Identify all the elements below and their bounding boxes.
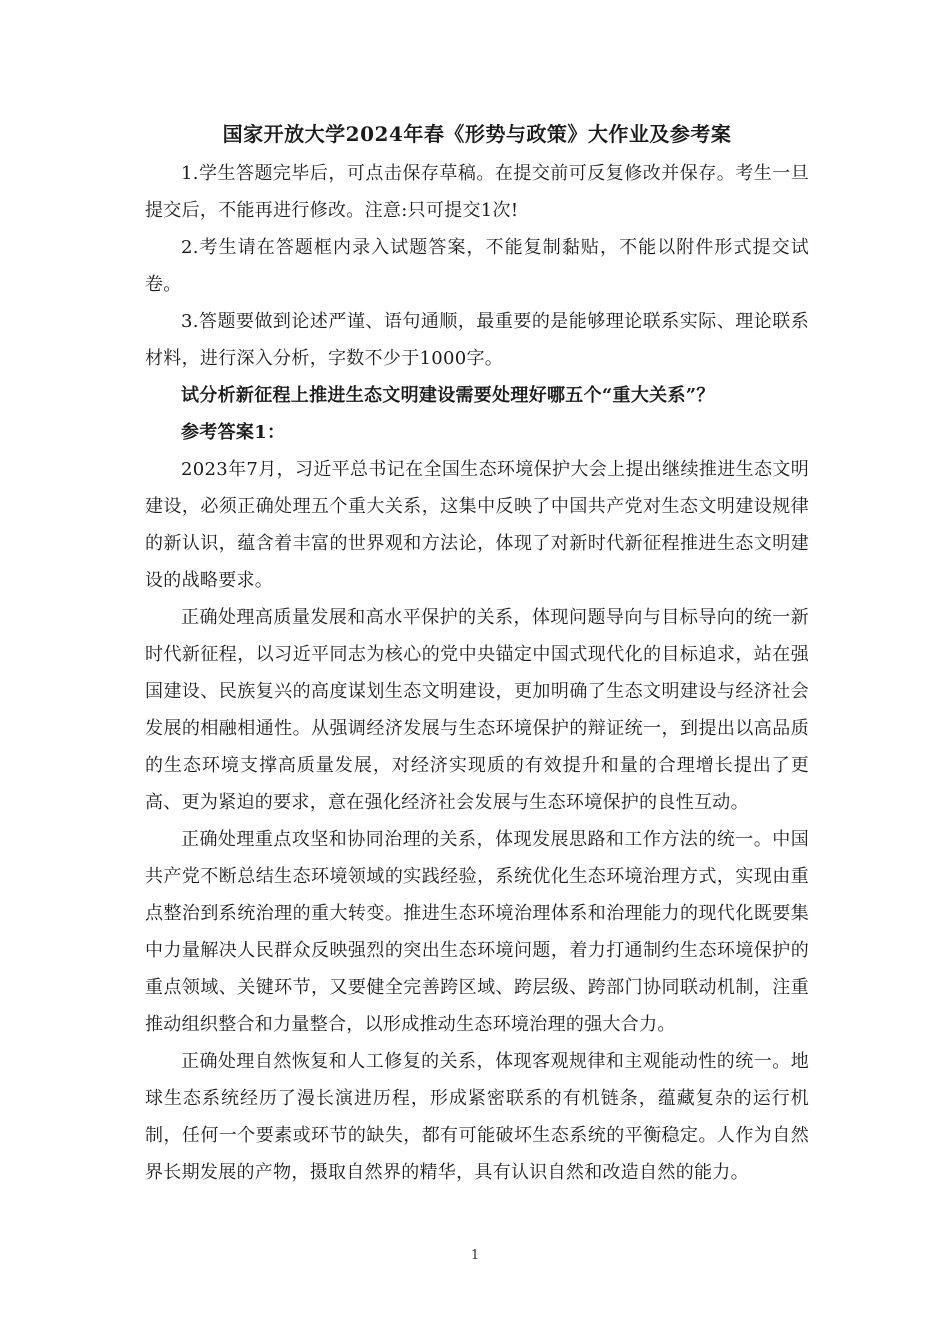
body-paragraph-3: 正确处理重点攻坚和协同治理的关系，体现发展思路和工作方法的统一。中国共产党不断总结生态环境领域的实践经验，系统优化生态环境治理方式，实现由重点整治到系统治理的重大转变。推进生态环境治理体系和治理能力的现代化既要集中力量解决人民群众反映强烈的突出生态环境问题，着力打通制约生态环境保护的重点领域、关键环节，又要健全完善跨区域、跨层级、跨部门协同联动机制，注重推动组织整合和力量整合，以形成推动生态环境治理的强大合力。 [145, 829, 809, 1035]
page-number: 1 [470, 1248, 480, 1263]
document-page [145, 116, 809, 1191]
body-paragraph-2: 正确处理高质量发展和高水平保护的关系，体现问题导向与目标导向的统一新时代新征程，以习近平同志为核心的党中央锚定中国式现代化的目标追求，站在强国建设、民族复兴的高度谋划生态文明建设，更加明确了生态文明建设与经济社会发展的相融相通性。从强调经济发展与生态环境保护的辩证统一，到提出以高品质的生态环境支撑高质量发展，对经济实现质的有效提升和量的合理增长提出了更高、更为紧迫的要求，意在强化经济社会发展与生态环境保护的良性互动。 [145, 607, 809, 813]
body-paragraph-4: 正确处理自然恢复和人工修复的关系，体现客观规律和主观能动性的统一。地球生态系统经历了漫长演进历程，形成紧密联系的有机链条，蕴藏复杂的运行机制，任何一个要素或环节的缺失，都有可能破坏生态系统的平衡稳定。人作为自然界长期发展的产物，摄取自然界的精华，具有认识自然和改造自然的能力。 [145, 1051, 809, 1183]
instruction-3: 3.答题要做到论述严谨、语句通顺，最重要的是能够理论联系实际、理论联系材料，进行深入分析，字数不少于1000字。 [145, 311, 809, 369]
question-text: 试分析新征程上推进生态文明建设需要处理好哪五个“重大关系”？ [181, 385, 715, 406]
answer-heading: 参考答案1： [181, 422, 286, 443]
instruction-2: 2.考生请在答题框内录入试题答案，不能复制黏贴，不能以附件形式提交试卷。 [145, 237, 809, 295]
body-paragraph-1: 2023年7月，习近平总书记在全国生态环境保护大会上提出继续推进生态文明建设，必须正确处理五个重大关系，这集中反映了中国共产党对生态文明建设规律的新认识，蕴含着丰富的世界观和方法论，体现了对新时代新征程推进生态文明建设的战略要求。 [145, 459, 809, 591]
instruction-1: 1.学生答题完毕后，可点击保存草稿。在提交前可反复修改并保存。考生一旦提交后，不能再进行修改。注意:只可提交1次! [145, 163, 809, 221]
document-title: 国家开放大学2024年春《形势与政策》大作业及参考案 [222, 122, 732, 146]
